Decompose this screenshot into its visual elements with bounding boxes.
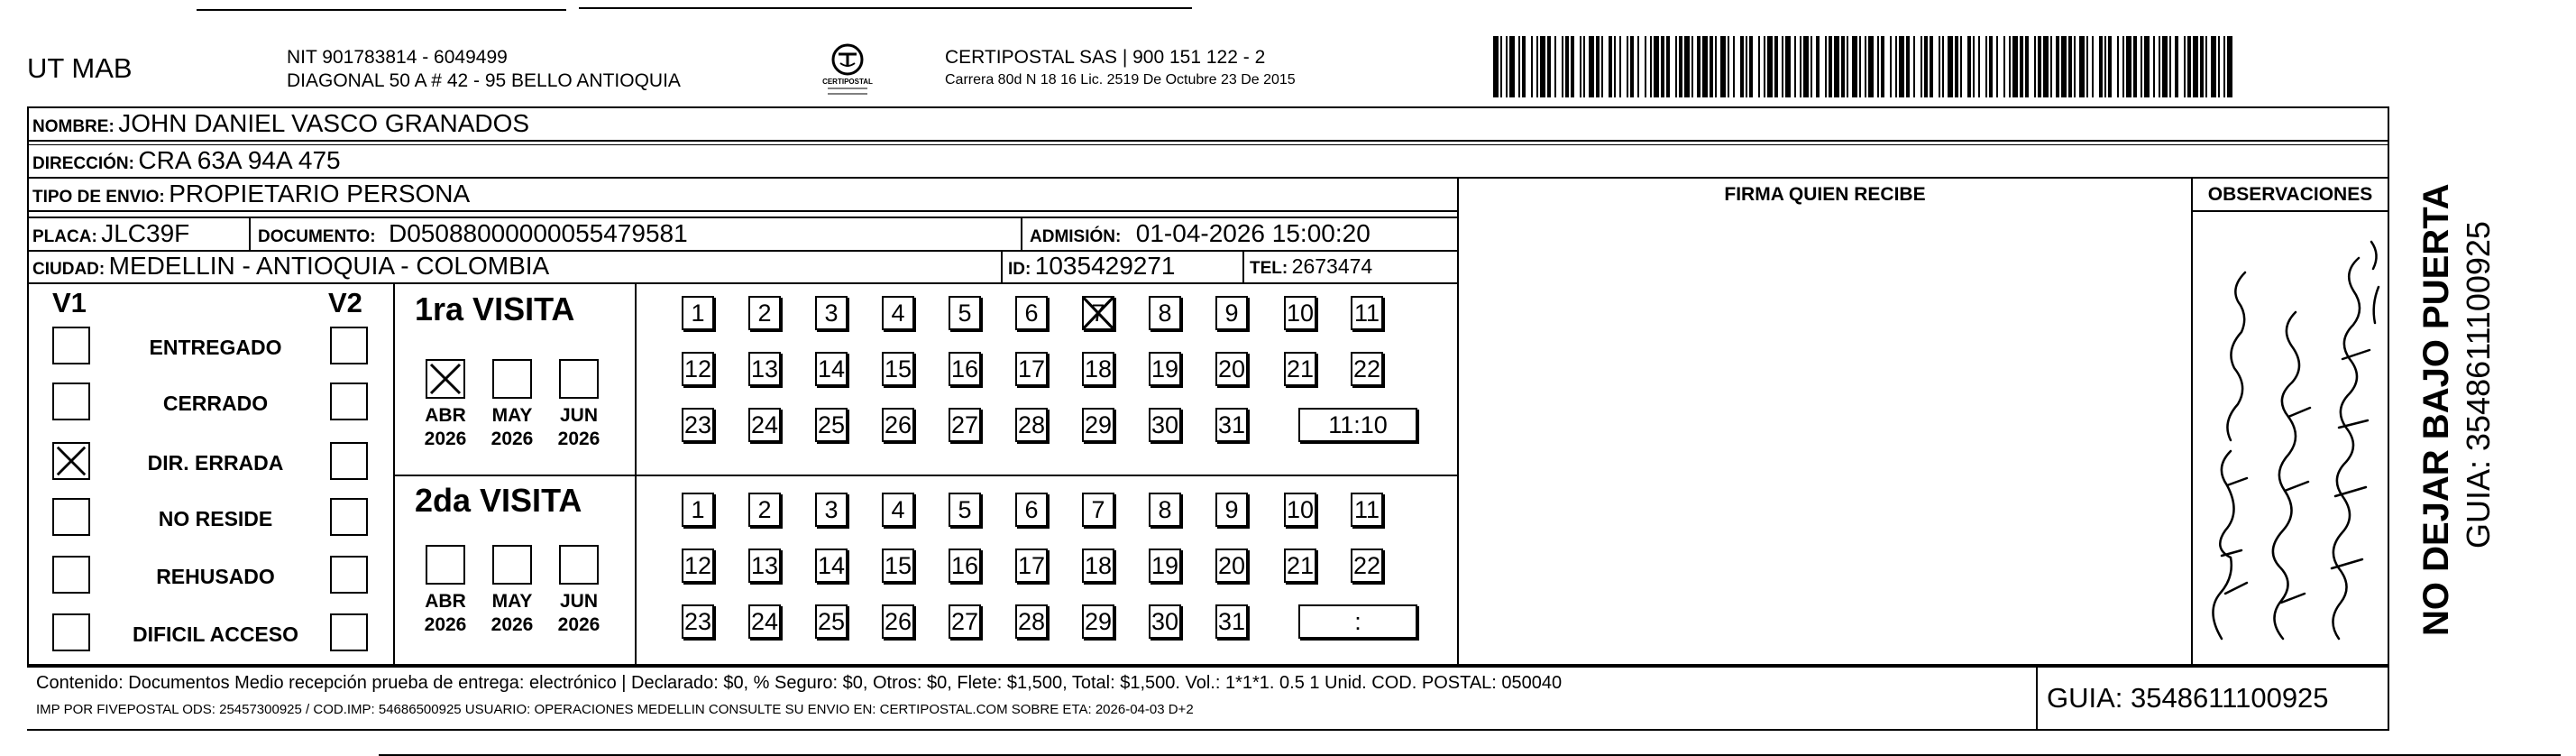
barcode-bar xyxy=(1989,36,1993,97)
day-box[interactable]: 4 xyxy=(882,493,914,527)
barcode-bar xyxy=(2169,36,2171,97)
day-box[interactable]: 11 xyxy=(1351,296,1383,330)
barcode-bar xyxy=(2099,36,2103,97)
day-box[interactable]: 18 xyxy=(1082,549,1114,583)
day-box[interactable]: 5 xyxy=(949,296,981,330)
no-dejar-text: NO DEJAR BAJO PUERTA xyxy=(2416,183,2456,636)
status-v2-checkbox[interactable] xyxy=(330,498,368,536)
direccion-row xyxy=(32,144,341,177)
barcode-bar xyxy=(1890,36,1892,97)
month-year: 2026 xyxy=(557,429,600,449)
barcode-bar xyxy=(2079,36,2085,97)
barcode-bar xyxy=(1571,36,1574,97)
documento-value: D05088000000055479581 xyxy=(389,219,688,247)
barcode-bar xyxy=(1684,36,1690,97)
month-label: MAY xyxy=(491,405,533,426)
barcode-bar xyxy=(1942,36,1944,97)
certipostal-line2: Carrera 80d N 18 16 Lic. 2519 De Octubre 23 De 2015 xyxy=(945,72,1296,88)
barcode-bar xyxy=(1859,36,1861,97)
barcode-bar xyxy=(1637,36,1639,97)
admision-divider xyxy=(1021,217,1022,250)
day-box[interactable]: 2 xyxy=(748,296,781,330)
placa-label: PLACA: xyxy=(32,227,97,246)
barcode-bar xyxy=(1921,36,1922,97)
barcode-bar xyxy=(2056,36,2059,97)
barcode xyxy=(1493,36,2234,97)
status-label: DIR. ERRADA xyxy=(147,451,284,475)
day-box[interactable]: 1 xyxy=(682,493,714,527)
obs-right-border xyxy=(2388,177,2389,668)
status-v2-checkbox[interactable] xyxy=(330,442,368,480)
barcode-bar xyxy=(1834,36,1839,97)
day-box[interactable]: 26 xyxy=(882,604,914,639)
barcode-bar xyxy=(1811,36,1812,97)
day-box[interactable]: 18 xyxy=(1082,352,1114,386)
day-box[interactable]: 9 xyxy=(1215,493,1248,527)
tipo-row xyxy=(32,177,470,210)
day-box[interactable]: 23 xyxy=(682,604,714,639)
barcode-bar xyxy=(1531,36,1533,97)
barcode-bar xyxy=(2025,36,2029,97)
barcode-bar xyxy=(2223,36,2225,97)
month-day-divider-1 xyxy=(635,282,637,475)
barcode-bar xyxy=(1939,36,1940,97)
barcode-bar xyxy=(1996,36,1998,97)
month-label: ABR xyxy=(425,405,466,426)
v2-header: V2 xyxy=(328,287,362,318)
day-box[interactable]: 25 xyxy=(815,408,848,442)
barcode-bar xyxy=(1509,36,1515,97)
top-rule-right xyxy=(579,7,1192,9)
day-box[interactable]: 8 xyxy=(1149,493,1181,527)
month-year: 2026 xyxy=(490,614,534,635)
month-day-divider-2 xyxy=(635,476,637,666)
day-box[interactable]: 21 xyxy=(1284,549,1316,583)
footer-frame-bottom xyxy=(27,729,2389,731)
certipostal-logo-icon xyxy=(822,41,873,97)
barcode-bar xyxy=(1679,36,1682,97)
barcode-bar xyxy=(2162,36,2168,97)
admision-value: 01-04-2026 15:00:20 xyxy=(1135,219,1371,247)
admision-label: ADMISIÓN: xyxy=(1030,227,1122,246)
handwriting-icon xyxy=(2195,215,2386,662)
barcode-bar xyxy=(2227,36,2232,97)
barcode-bar xyxy=(1924,36,1928,97)
firma-header: FIRMA QUIEN RECIBE xyxy=(1724,184,1926,205)
v1-header: V1 xyxy=(52,287,87,318)
handwritten-observation xyxy=(2195,215,2386,662)
footer-line2: IMP POR FIVEPOSTAL ODS: 25457300925 / COD.IMP: 54686500925 USUARIO: OPERACIONES MEDELLIN CONSULTE SU ENVIO EN: CERTIPOSTAL.COM SOBRE ETA: 2026-04-03 D+2 xyxy=(36,702,1194,717)
barcode-bar xyxy=(1614,36,1616,97)
barcode-bar xyxy=(2043,36,2049,97)
id-row xyxy=(1008,250,1176,282)
status-label: ENTREGADO xyxy=(149,336,282,359)
barcode-bar xyxy=(1746,36,1747,97)
day-box[interactable]: 5 xyxy=(949,493,981,527)
day-box[interactable]: 21 xyxy=(1284,352,1316,386)
month-year: 2026 xyxy=(424,614,467,635)
day-box[interactable]: 2 xyxy=(748,493,781,527)
status-v1-checkbox[interactable] xyxy=(52,442,90,480)
day-box[interactable]: 15 xyxy=(882,352,914,386)
barcode-bar xyxy=(1967,36,1971,97)
status-v1-checkbox[interactable] xyxy=(52,556,90,594)
admision-row xyxy=(1030,217,1371,250)
barcode-bar xyxy=(1868,36,1874,97)
day-box[interactable]: 30 xyxy=(1149,604,1181,639)
day-box[interactable]: 22 xyxy=(1351,549,1383,583)
day-box[interactable]: 14 xyxy=(815,352,848,386)
month-checkbox[interactable] xyxy=(492,359,532,399)
day-box[interactable]: 22 xyxy=(1351,352,1383,386)
barcode-bar xyxy=(1825,36,1827,97)
barcode-bar xyxy=(1506,36,1508,97)
tipo-value: PROPIETARIO PERSONA xyxy=(169,180,471,207)
status-v2-checkbox[interactable] xyxy=(330,327,368,364)
barcode-bar xyxy=(1877,36,1879,97)
barcode-bar xyxy=(1978,36,1980,97)
barcode-icon xyxy=(1493,36,2234,97)
status-label: NO RESIDE xyxy=(158,507,273,530)
tipo-label: TIPO DE ENVIO: xyxy=(32,188,165,207)
barcode-bar xyxy=(2141,36,2142,97)
ciudad-label: CIUDAD: xyxy=(32,260,105,279)
barcode-bar xyxy=(1728,36,1729,97)
barcode-bar xyxy=(2068,36,2072,97)
day-box[interactable]: 31 xyxy=(1215,604,1248,639)
barcode-bar xyxy=(1710,36,1713,97)
day-box[interactable]: 12 xyxy=(682,352,714,386)
barcode-bar xyxy=(1847,36,1848,97)
barcode-bar xyxy=(1500,36,1502,97)
month-checkbox[interactable] xyxy=(559,359,599,399)
time-box[interactable]: 11:10 xyxy=(1298,408,1417,442)
barcode-bar xyxy=(2122,36,2124,97)
status-v1-checkbox[interactable] xyxy=(52,498,90,536)
barcode-bar xyxy=(1764,36,1765,97)
day-box[interactable]: 19 xyxy=(1149,549,1181,583)
logo-text: CERTIPOSTAL xyxy=(822,78,873,86)
status-label: CERRADO xyxy=(162,392,269,415)
day-box[interactable]: 23 xyxy=(682,408,714,442)
day-box[interactable]: 15 xyxy=(882,549,914,583)
barcode-bar xyxy=(1493,36,1499,97)
barcode-bar xyxy=(2175,36,2178,97)
barcode-bar xyxy=(2184,36,2186,97)
ciudad-row xyxy=(32,250,549,282)
barcode-bar xyxy=(2117,36,2119,97)
barcode-bar xyxy=(1645,36,1646,97)
row-line-4b xyxy=(2191,210,2389,212)
barcode-bar xyxy=(1715,36,1717,97)
row-line-4 xyxy=(27,210,1457,212)
barcode-bar xyxy=(2133,36,2137,97)
barcode-bar xyxy=(1899,36,1904,97)
barcode-bar xyxy=(1906,36,1910,97)
barcode-bar xyxy=(2009,36,2011,97)
barcode-bar xyxy=(1913,36,1915,97)
row-line-1 xyxy=(27,140,2389,142)
barcode-bar xyxy=(2092,36,2094,97)
day-box[interactable]: 13 xyxy=(748,352,781,386)
day-box[interactable]: 8 xyxy=(1149,296,1181,330)
barcode-bar xyxy=(2211,36,2216,97)
barcode-bar xyxy=(2159,36,2160,97)
barcode-bar xyxy=(1852,36,1857,97)
day-box[interactable]: 1 xyxy=(682,296,714,330)
barcode-bar xyxy=(1675,36,1677,97)
row-line-7 xyxy=(27,282,1457,284)
placa-row xyxy=(32,217,189,250)
visit1-title: 1ra VISITA xyxy=(415,290,575,327)
day-box[interactable]: 16 xyxy=(949,549,981,583)
status-v2-checkbox[interactable] xyxy=(330,383,368,420)
footer-line1: Contenido: Documentos Medio recepción prueba de entrega: electrónico | Declarado: $0, % Seguro: $0, Otros: $0, Flete: $1,500, Total: $1,500. Vol.: 1*1*1. 0.5 1 Unid. COD. POSTAL: 050040 xyxy=(36,673,1563,693)
placa-divider xyxy=(249,217,251,250)
day-box[interactable]: 24 xyxy=(748,408,781,442)
barcode-bar xyxy=(2038,36,2041,97)
day-box[interactable]: 20 xyxy=(1215,549,1248,583)
barcode-bar xyxy=(1985,36,1987,97)
day-box[interactable]: 3 xyxy=(815,493,848,527)
day-box[interactable]: 29 xyxy=(1082,408,1114,442)
day-box[interactable]: 16 xyxy=(949,352,981,386)
barcode-bar xyxy=(1720,36,1726,97)
placa-value: JLC39F xyxy=(101,219,190,247)
month-label: ABR xyxy=(425,591,466,612)
month-label: JUN xyxy=(559,591,598,612)
barcode-bar xyxy=(1619,36,1621,97)
certipostal-logo xyxy=(822,41,873,97)
barcode-bar xyxy=(2218,36,2220,97)
barcode-bar xyxy=(2020,36,2023,97)
barcode-bar xyxy=(1749,36,1753,97)
nombre-value: JOHN DANIEL VASCO GRANADOS xyxy=(118,109,530,137)
nombre-label: NOMBRE: xyxy=(32,117,115,136)
barcode-bar xyxy=(2050,36,2052,97)
ciudad-value: MEDELLIN - ANTIOQUIA - COLOMBIA xyxy=(108,252,550,280)
documento-label: DOCUMENTO: xyxy=(258,227,376,246)
day-box[interactable]: 17 xyxy=(1015,352,1048,386)
barcode-bar xyxy=(1565,36,1569,97)
barcode-bar xyxy=(2012,36,2018,97)
barcode-bar xyxy=(2200,36,2204,97)
day-box[interactable]: 7 xyxy=(1082,296,1114,330)
barcode-bar xyxy=(2108,36,2112,97)
id-divider xyxy=(1001,250,1003,282)
day-box[interactable]: 19 xyxy=(1149,352,1181,386)
day-box[interactable]: 24 xyxy=(748,604,781,639)
status-label: REHUSADO xyxy=(156,565,275,588)
day-box[interactable]: 17 xyxy=(1015,549,1048,583)
day-box[interactable]: 11 xyxy=(1351,493,1383,527)
barcode-bar xyxy=(2193,36,2198,97)
day-box[interactable]: 6 xyxy=(1015,296,1048,330)
barcode-bar xyxy=(1955,36,1958,97)
tel-divider xyxy=(1242,250,1244,282)
month-label: MAY xyxy=(491,591,533,612)
month-year: 2026 xyxy=(557,614,600,635)
barcode-bar xyxy=(1630,36,1634,97)
barcode-bar xyxy=(1881,36,1884,97)
barcode-bar xyxy=(1829,36,1832,97)
barcode-bar xyxy=(1930,36,1933,97)
day-box[interactable]: 29 xyxy=(1082,604,1114,639)
footer-guia: GUIA: 3548611100925 xyxy=(2047,682,2329,714)
barcode-bar xyxy=(1522,36,1526,97)
barcode-bar xyxy=(1767,36,1773,97)
barcode-bar xyxy=(1654,36,1659,97)
day-box[interactable]: 10 xyxy=(1284,493,1316,527)
status-label: DIFICIL ACCESO xyxy=(132,622,298,646)
day-box[interactable]: 10 xyxy=(1284,296,1316,330)
documento-row xyxy=(258,217,688,250)
barcode-bar xyxy=(2074,36,2076,97)
visit2-title: 2da VISITA xyxy=(415,482,582,519)
day-box[interactable]: 28 xyxy=(1015,408,1048,442)
barcode-bar xyxy=(1973,36,1975,97)
barcode-bar xyxy=(1774,36,1778,97)
barcode-bar xyxy=(1785,36,1791,97)
day-box[interactable]: 30 xyxy=(1149,408,1181,442)
barcode-bar xyxy=(1816,36,1820,97)
barcode-bar xyxy=(2144,36,2150,97)
month-checkbox[interactable] xyxy=(426,545,465,585)
month-checkbox[interactable] xyxy=(559,545,599,585)
barcode-bar xyxy=(1627,36,1628,97)
barcode-bar xyxy=(1650,36,1652,97)
day-box[interactable]: 7 xyxy=(1082,493,1114,527)
barcode-bar xyxy=(1596,36,1600,97)
barcode-bar xyxy=(1758,36,1760,97)
day-box[interactable]: 3 xyxy=(815,296,848,330)
row-line-2 xyxy=(27,144,2389,145)
barcode-bar xyxy=(1601,36,1603,97)
top-rule-left xyxy=(197,9,566,11)
barcode-bar xyxy=(1666,36,1670,97)
barcode-bar xyxy=(2034,36,2036,97)
barcode-bar xyxy=(2187,36,2191,97)
status-v2-checkbox[interactable] xyxy=(330,613,368,651)
certipostal-line1: CERTIPOSTAL SAS | 900 151 122 - 2 xyxy=(945,47,1266,68)
status-v2-checkbox[interactable] xyxy=(330,556,368,594)
barcode-bar xyxy=(2003,36,2005,97)
barcode-bar xyxy=(1609,36,1612,97)
id-value: 1035429271 xyxy=(1034,252,1176,280)
barcode-bar xyxy=(1733,36,1735,97)
obs-left-border xyxy=(2191,177,2193,664)
tel-row xyxy=(1250,250,1372,282)
day-box[interactable]: 27 xyxy=(949,408,981,442)
tel-label: TEL: xyxy=(1250,259,1288,278)
day-box[interactable]: 20 xyxy=(1215,352,1248,386)
barcode-bar xyxy=(1540,36,1545,97)
barcode-bar xyxy=(1518,36,1520,97)
barcode-bar xyxy=(1800,36,1801,97)
barcode-bar xyxy=(1554,36,1556,97)
id-label: ID: xyxy=(1008,260,1031,279)
sender-address: DIAGONAL 50 A # 42 - 95 BELLO ANTIOQUIA xyxy=(287,70,681,91)
barcode-bar xyxy=(1740,36,1744,97)
time-box[interactable]: : xyxy=(1298,604,1417,639)
nombre-row xyxy=(32,106,529,140)
visit-divider xyxy=(393,475,1457,476)
direccion-label: DIRECCIÓN: xyxy=(32,154,134,173)
barcode-bar xyxy=(1562,36,1563,97)
barcode-bar xyxy=(2104,36,2106,97)
barcode-bar xyxy=(1697,36,1701,97)
day-box[interactable]: 25 xyxy=(815,604,848,639)
barcode-bar xyxy=(1536,36,1538,97)
direccion-value: CRA 63A 94A 475 xyxy=(138,146,341,174)
footer-line xyxy=(27,664,2389,666)
day-box[interactable]: 14 xyxy=(815,549,848,583)
barcode-bar xyxy=(1547,36,1551,97)
day-box[interactable]: 12 xyxy=(682,549,714,583)
barcode-bar xyxy=(1691,36,1693,97)
month-checkbox[interactable] xyxy=(426,359,465,399)
barcode-bar xyxy=(1948,36,1953,97)
firma-left-border xyxy=(1457,177,1459,664)
month-label: JUN xyxy=(559,405,598,426)
barcode-bar xyxy=(1841,36,1845,97)
company-name: UT MAB xyxy=(27,52,133,84)
status-v1-checkbox[interactable] xyxy=(52,383,90,420)
barcode-bar xyxy=(2153,36,2155,97)
barcode-bar xyxy=(1803,36,1809,97)
barcode-bar xyxy=(1794,36,1796,97)
barcode-bar xyxy=(2086,36,2088,97)
day-box[interactable]: 9 xyxy=(1215,296,1248,330)
barcode-bar xyxy=(1702,36,1708,97)
day-box[interactable]: 26 xyxy=(882,408,914,442)
day-box[interactable]: 6 xyxy=(1015,493,1048,527)
barcode-bar xyxy=(1895,36,1897,97)
barcode-bar xyxy=(2205,36,2207,97)
day-box[interactable]: 28 xyxy=(1015,604,1048,639)
side-guia-text: GUIA: 3548611100925 xyxy=(2460,221,2497,549)
month-checkbox[interactable] xyxy=(492,545,532,585)
day-box[interactable]: 4 xyxy=(882,296,914,330)
barcode-bar xyxy=(2126,36,2131,97)
barcode-bar xyxy=(2061,36,2067,97)
day-box[interactable]: 27 xyxy=(949,604,981,639)
barcode-bar xyxy=(1583,36,1585,97)
barcode-bar xyxy=(1960,36,1962,97)
day-box[interactable]: 31 xyxy=(1215,408,1248,442)
barcode-bar xyxy=(1580,36,1581,97)
barcode-bar xyxy=(1782,36,1783,97)
status-v1-checkbox[interactable] xyxy=(52,327,90,364)
barcode-bar xyxy=(1661,36,1664,97)
month-year: 2026 xyxy=(424,429,467,449)
day-box[interactable]: 13 xyxy=(748,549,781,583)
tel-value: 2673474 xyxy=(1291,254,1373,278)
nit: NIT 901783814 - 6049499 xyxy=(287,47,508,68)
observaciones-header: OBSERVACIONES xyxy=(2207,184,2373,205)
barcode-bar xyxy=(1865,36,1866,97)
month-year: 2026 xyxy=(490,429,534,449)
barcode-bar xyxy=(1589,36,1594,97)
status-v1-checkbox[interactable] xyxy=(52,613,90,651)
